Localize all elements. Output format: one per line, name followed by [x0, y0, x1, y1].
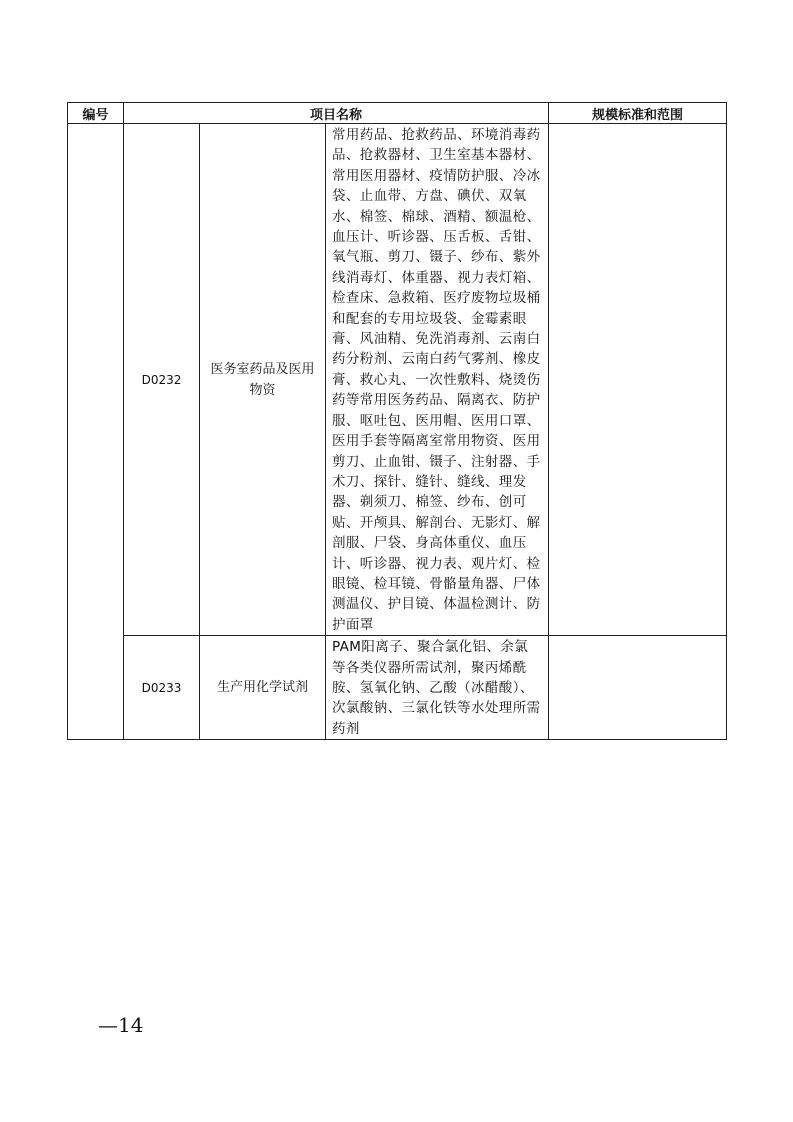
page-number: —14 [98, 1013, 144, 1037]
header-item-name: 项目名称 [124, 103, 549, 124]
table-row [68, 636, 727, 740]
header-code: 编号 [68, 103, 124, 124]
header-scope: 规模标准和范围 [549, 103, 727, 124]
item-code: D0233 [124, 636, 200, 740]
item-scope [549, 636, 727, 740]
table-row [68, 124, 727, 636]
table-header-row [68, 103, 727, 124]
item-description: PAM阳离子、聚合氯化铝、余氯等各类仪器所需试剂，聚丙烯酰胺、氢氧化钠、乙酸（冰醋酸）、次氯酸钠、三氯化铁等水处理所需药剂 [326, 636, 549, 740]
item-name: 生产用化学试剂 [200, 636, 326, 740]
item-description: 常用药品、抢救药品、环境消毒药品、抢救器材、卫生室基本器材、常用医用器材、疫情防护服、冷冰袋、止血带、方盘、碘伏、双氧水、棉签、棉球、酒精、额温枪、血压计、听诊器、压舌板、舌钳、氧气瓶、剪刀、镊子、纱布、紫外线消毒灯、体重器、视力表灯箱、检查床、急救箱、医疗废物垃圾桶和配套的专用垃圾袋、金霉素眼膏、风油精、免洗消毒剂、云南白药分粉剂、云南白药气雾剂、橡皮膏、救心丸、一次性敷料、烧烫伤药等常用医务药品、隔离衣、防护服、呕吐包、医用帽、医用口罩、医用手套等隔离室常用物资、医用剪刀、止血钳、镊子、注射器、手术刀、探针、缝针、缝线、理发器、剃须刀、棉签、纱布、创可贴、开颅具、解剖台、无影灯、解剖服、尸袋、身高体重仪、血压计、听诊器、视力表、观片灯、检眼镜、检耳镜、骨骼量角器、尸体测温仪、护目镜、体温检测计、防护面罩 [326, 124, 549, 636]
item-name: 医务室药品及医用物资 [200, 124, 326, 636]
item-code: D0232 [124, 124, 200, 636]
group-code-cell [68, 124, 124, 740]
item-scope [549, 124, 727, 636]
catalog-table [67, 102, 727, 740]
